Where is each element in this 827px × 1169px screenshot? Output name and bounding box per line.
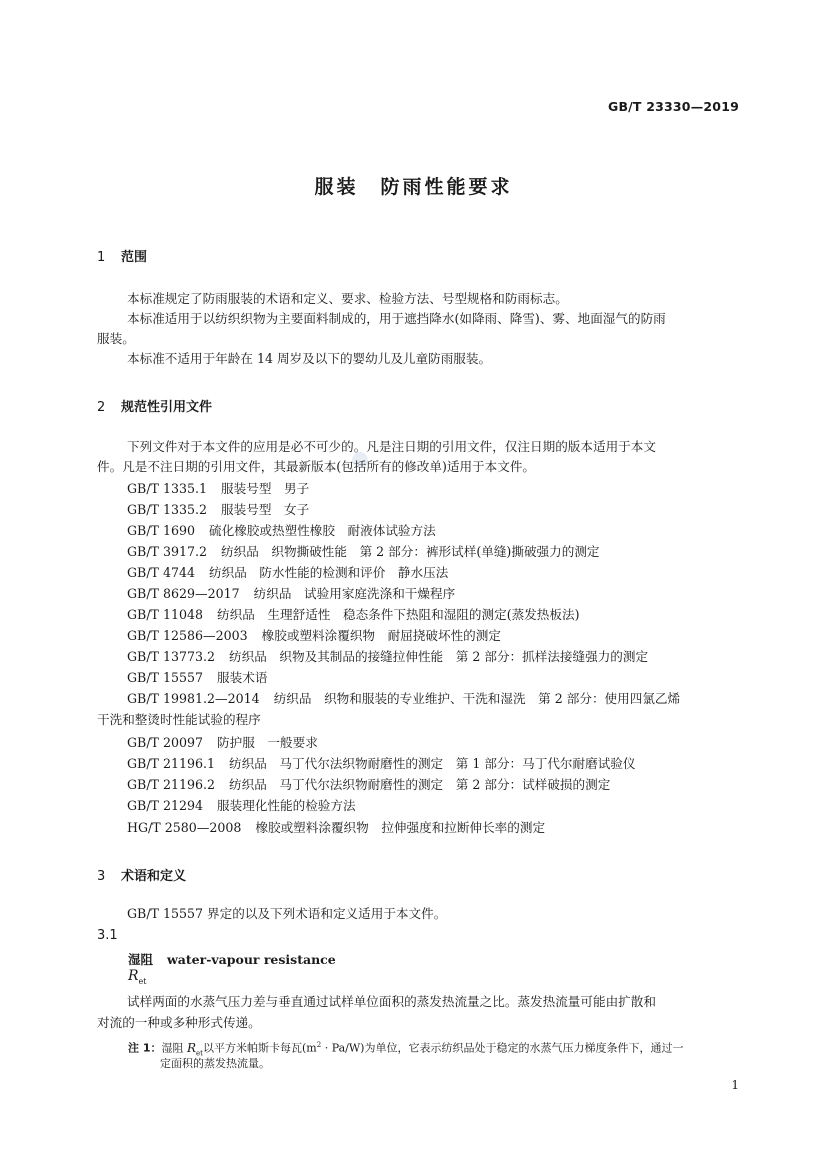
reference-item: GB/T 12586—2003 橡胶或塑料涂覆织物 耐屈挠破坏性的测定 <box>127 628 501 643</box>
section-title: 范围 <box>121 250 148 265</box>
term-number: 3.1 <box>97 928 118 943</box>
reference-item: GB/T 15557 服装术语 <box>127 670 268 685</box>
section-title: 规范性引用文件 <box>121 400 213 415</box>
reference-item: GB/T 21294 服装理化性能的检验方法 <box>127 798 356 813</box>
references-intro-cont: 件。凡是不注日期的引用文件，其最新版本(包括所有的修改单)适用于本文件。 <box>97 459 536 474</box>
term-note: 注 1：湿阻 $R_{et}$以平方米帕斯卡每瓦$(m^2 \cdot Pa/W)$为单位，它表示纺织品处于稳定的水蒸气压力梯度条件下，通过一 <box>128 1040 684 1058</box>
terms-intro: GB/T 15557 界定的以及下列术语和定义适用于本文件。 <box>127 906 447 921</box>
reference-item: GB/T 13773.2 纺织品 织物及其制品的接缝拉伸性能 第 2 部分：抓样法接缝强力的测定 <box>127 649 649 664</box>
reference-item: GB/T 19981.2—2014 纺织品 织物和服装的专业维护、干洗和湿洗 第 2 部分：使用四氯乙烯 <box>127 691 681 706</box>
reference-item: GB/T 8629—2017 纺织品 试验用家庭洗涤和干燥程序 <box>127 586 456 601</box>
document-title <box>0 172 827 199</box>
section-heading-scope <box>97 246 147 265</box>
term-definition-cont: 对流的一种或多种形式传递。 <box>97 1015 261 1030</box>
reference-item: HG/T 2580—2008 橡胶或塑料涂覆织物 拉伸强度和拉断伸长率的测定 <box>127 820 546 835</box>
title-part-1: 服装 <box>314 176 359 198</box>
scope-paragraph-2-cont: 服装。 <box>97 331 135 346</box>
term-heading <box>128 950 336 968</box>
scope-paragraph-2: 本标准适用于以纺织织物为主要面料制成的，用于遮挡降水(如降雨、降雪)、雾、地面湿气的防雨 <box>127 311 666 326</box>
reference-item: GB/T 1335.1 服装号型 男子 <box>127 481 310 496</box>
reference-item: GB/T 3917.2 纺织品 织物撕破性能 第 2 部分：裤形试样(单缝)撕破强力的测定 <box>127 544 600 559</box>
reference-item: GB/T 11048 纺织品 生理舒适性 稳态条件下热阻和湿阻的测定(蒸发热板法) <box>127 607 580 622</box>
section-number: 2 <box>97 400 106 415</box>
scope-paragraph-1: 本标准规定了防雨服装的术语和定义、要求、检验方法、号型规格和防雨标志。 <box>127 291 568 306</box>
page-number: 1 <box>731 1078 739 1092</box>
term-note-cont: 定面积的蒸发热流量。 <box>160 1057 270 1070</box>
term-definition: 试样两面的水蒸气压力差与垂直通过试样单位面积的蒸发热流量之比。蒸发热流量可能由扩散和 <box>127 994 656 1009</box>
reference-item: GB/T 4744 纺织品 防水性能的检测和评价 静水压法 <box>127 565 449 580</box>
section-heading-terms <box>97 865 186 884</box>
reference-item: GB/T 21196.1 纺织品 马丁代尔法织物耐磨性的测定 第 1 部分：马丁代尔耐磨试验仪 <box>127 756 636 771</box>
section-number: 1 <box>97 250 106 265</box>
reference-item: GB/T 1690 硫化橡胶或热塑性橡胶 耐液体试验方法 <box>127 523 436 538</box>
standard-number: GB/T 23330—2019 <box>607 99 739 114</box>
reference-item: GB/T 21196.2 纺织品 马丁代尔法织物耐磨性的测定 第 2 部分：试样破损的测定 <box>127 777 611 792</box>
reference-item: GB/T 20097 防护服 一般要求 <box>127 735 318 750</box>
references-intro: 下列文件对于本文件的应用是必不可少的。凡是注日期的引用文件，仅注日期的版本适用于本文 <box>127 439 656 454</box>
term-chinese: 湿阻 <box>128 952 154 967</box>
scope-paragraph-3: 本标准不适用于年龄在 14 周岁及以下的婴幼儿及儿童防雨服装。 <box>127 351 492 366</box>
section-number: 3 <box>97 869 106 884</box>
section-heading-normative-references <box>97 396 212 415</box>
term-symbol: $R_{et}$ <box>128 968 147 986</box>
reference-item-cont: 干洗和整烫时性能试验的程序 <box>97 712 261 727</box>
term-english: water-vapour resistance <box>167 952 336 967</box>
title-part-2: 防雨性能要求 <box>380 176 513 198</box>
reference-item: GB/T 1335.2 服装号型 女子 <box>127 502 310 517</box>
section-title: 术语和定义 <box>121 869 187 884</box>
